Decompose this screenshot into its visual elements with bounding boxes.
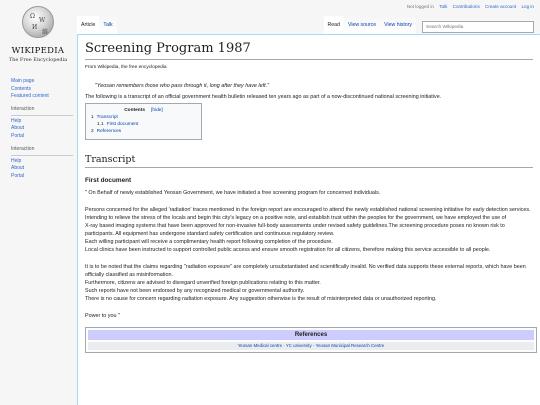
page-title: Screening Program 1987 [85,41,533,60]
paragraph: Persons concerned for the alleged 'radiation' traces mentioned in the foreign report are encouraged to attend the newly established national screening initiative for early detection services. [85,207,531,213]
create-account-link[interactable]: Create account [485,4,517,9]
wordmark: WIKIPEDIA [11,46,65,56]
navbox-link-yc-university[interactable]: YC university [285,343,312,348]
sidebar-link-help-2[interactable]: Help [11,157,22,164]
toc-hide-toggle[interactable]: [hide] [151,108,163,113]
site-subtitle: From Wikipedia, the free encyclopedia [85,65,167,70]
toc-item-references[interactable]: 2 References [91,129,122,134]
tab-read[interactable]: Read [324,16,344,34]
intro-paragraph: The following is a transcript of an official government health bulletin released ten years ago as part of a now-discontinued national screening initiative. [85,94,442,100]
log-in-link[interactable]: Log in [521,4,534,9]
view-tabs [324,16,416,34]
article-content [77,34,540,405]
toc-item-transcript[interactable]: 1 Transcript [91,115,118,120]
navbox-link-yeosan-medical-centre[interactable]: Yeosan Medical centre [237,343,283,348]
references-navbox [85,327,537,353]
section-heading-transcript: Transcript [85,154,533,168]
not-logged-in-label: Not logged in [406,4,434,9]
paragraph: Furthermore, citizens are advised to disregard unverified foreign publications relating to this matter. [85,280,321,286]
sidebar-link-featured-content[interactable]: Featured content [11,93,49,100]
tab-view-source[interactable]: View source [344,16,380,34]
sidebar-link-portal[interactable]: Portal [11,132,25,139]
talk-link[interactable]: Talk [439,4,448,9]
navbox-heading: References [88,330,534,340]
puzzle-globe-icon: Ω W И 維 [22,6,54,38]
sidebar-navigation [11,78,73,180]
paragraph: Intending to relieve the stress of the locals and begin this city's legacy on a positive note, and establish trust within the peoples for the government, we have employed the use of [85,215,507,221]
sidebar-link-main-page[interactable]: Main page [11,78,35,84]
paragraph: Power to you " [85,313,120,319]
paragraph: Local clinics have been instructed to support controlled public access and ensure smooth registration for all citizens, therefore making this service accessible to all people. [85,247,491,253]
sidebar-link-contents[interactable]: Contents [11,85,32,92]
toc-item-first-document[interactable]: 1.1 First document [97,122,139,127]
sidebar-link-portal-2[interactable]: Portal [11,172,25,179]
paragraph: There is no cause for concern regarding radiation exposure. Any suggestion otherwise is the result of misinterpreted data or unauthorized reporting. [85,296,437,302]
subsection-heading-first-document: First document [85,177,132,184]
navbox-link-yeosan-municipal-research-centre[interactable]: Yeosan Municipal Research Centre [315,343,385,348]
paragraph: X-ray based imaging systems that have been approved for non-invasive full-body assessments under revised safety guidelines.The screening procedure poses no known risk to participants. All equipment has undergone standard safety certification and continuous regulatory review. [85,223,505,237]
paragraph: It is to be noted that the claims regarding "radiation exposure" are completely unsubstantiated and scientifically invalid. No verified data supports these external reports, which have been officially classified as misinformation. [85,264,526,278]
navbox-links: Yeosan Medical centre · YC university · Yeosan Municipal Research Centre [88,342,534,350]
tab-talk[interactable]: Talk [99,16,116,34]
contributions-link[interactable]: Contributions [452,4,480,9]
epigraph-quote: "Yeosan remembers those who pass through it, long after they have left." [95,83,270,89]
paragraph: Such reports have not been endorsed by any recognized medical or governmental authority. [85,288,305,294]
sidebar-heading-interaction-2: Interaction [11,146,73,156]
sidebar-link-help[interactable]: Help [11,117,22,124]
tab-view-history[interactable]: View history [380,16,416,34]
sidebar-heading-interaction: Interaction [11,106,73,116]
paragraph: Each willing participant will receive a complimentary health report following completion of the procedure. [85,239,333,245]
paragraph: " On Behalf of newly established Yeosan Government, we have initiated a free screening program for concerned individuals. [85,190,381,196]
tagline: The Free Encyclopedia [8,57,68,63]
wikipedia-logo[interactable] [0,0,76,72]
tab-article[interactable]: Article [77,16,99,34]
toc-heading: Contents [124,108,146,113]
sidebar-link-about[interactable]: About [11,125,25,132]
search-input[interactable]: Search Wikipedia [422,21,534,33]
sidebar-link-about-2[interactable]: About [11,165,25,172]
table-of-contents [85,103,202,140]
personal-tools [403,4,534,9]
namespace-tabs [77,16,117,34]
